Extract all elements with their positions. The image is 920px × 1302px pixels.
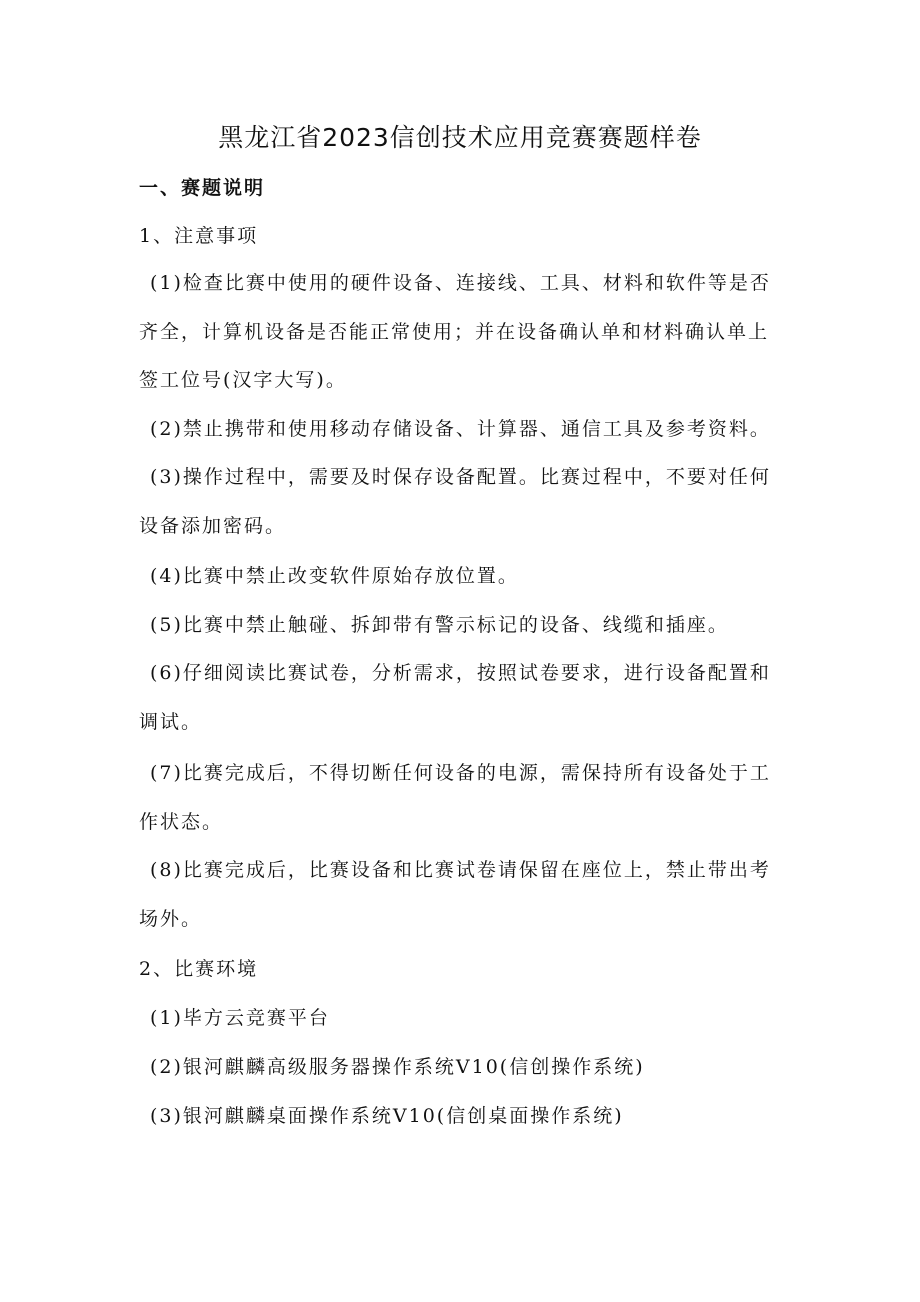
note-item-4: (4)比赛中禁止改变软件原始存放位置。 xyxy=(150,565,519,587)
subsection-heading-notes: 1、注意事项 xyxy=(139,225,259,247)
note-item-1-line-2: 齐全，计算机设备是否能正常使用；并在设备确认单和材料确认单上 xyxy=(139,321,770,343)
note-item-8-line-1: (8)比赛完成后，比赛设备和比赛试卷请保留在座位上，禁止带出考 xyxy=(150,859,771,881)
note-item-2: (2)禁止携带和使用移动存储设备、计算器、通信工具及参考资料。 xyxy=(150,418,771,440)
note-item-3-line-1: (3)操作过程中，需要及时保存设备配置。比赛过程中，不要对任何 xyxy=(150,466,771,488)
environment-item-1: (1)毕方云竞赛平台 xyxy=(150,1007,330,1029)
section-heading: 一、赛题说明 xyxy=(139,177,266,199)
note-item-7-line-2: 作状态。 xyxy=(139,811,224,833)
note-item-6-line-1: (6)仔细阅读比赛试卷，分析需求，按照试卷要求，进行设备配置和 xyxy=(150,662,771,684)
environment-item-2: (2)银河麒麟高级服务器操作系统V10(信创操作系统) xyxy=(150,1056,645,1078)
note-item-6-line-2: 调试。 xyxy=(139,711,203,733)
environment-item-3: (3)银河麒麟桌面操作系统V10(信创桌面操作系统) xyxy=(150,1105,624,1127)
note-item-1-line-3: 签工位号(汉字大写)。 xyxy=(139,369,347,391)
note-item-3-line-2: 设备添加密码。 xyxy=(139,515,287,537)
note-item-5: (5)比赛中禁止触碰、拆卸带有警示标记的设备、线缆和插座。 xyxy=(150,614,729,636)
note-item-1-line-1: (1)检查比赛中使用的硬件设备、连接线、工具、材料和软件等是否 xyxy=(150,272,771,294)
document-title: 黑龙江省2023信创技术应用竞赛赛题样卷 xyxy=(218,123,702,152)
subsection-heading-environment: 2、比赛环境 xyxy=(139,958,259,980)
note-item-7-line-1: (7)比赛完成后，不得切断任何设备的电源，需保持所有设备处于工 xyxy=(150,762,771,784)
note-item-8-line-2: 场外。 xyxy=(139,908,203,930)
